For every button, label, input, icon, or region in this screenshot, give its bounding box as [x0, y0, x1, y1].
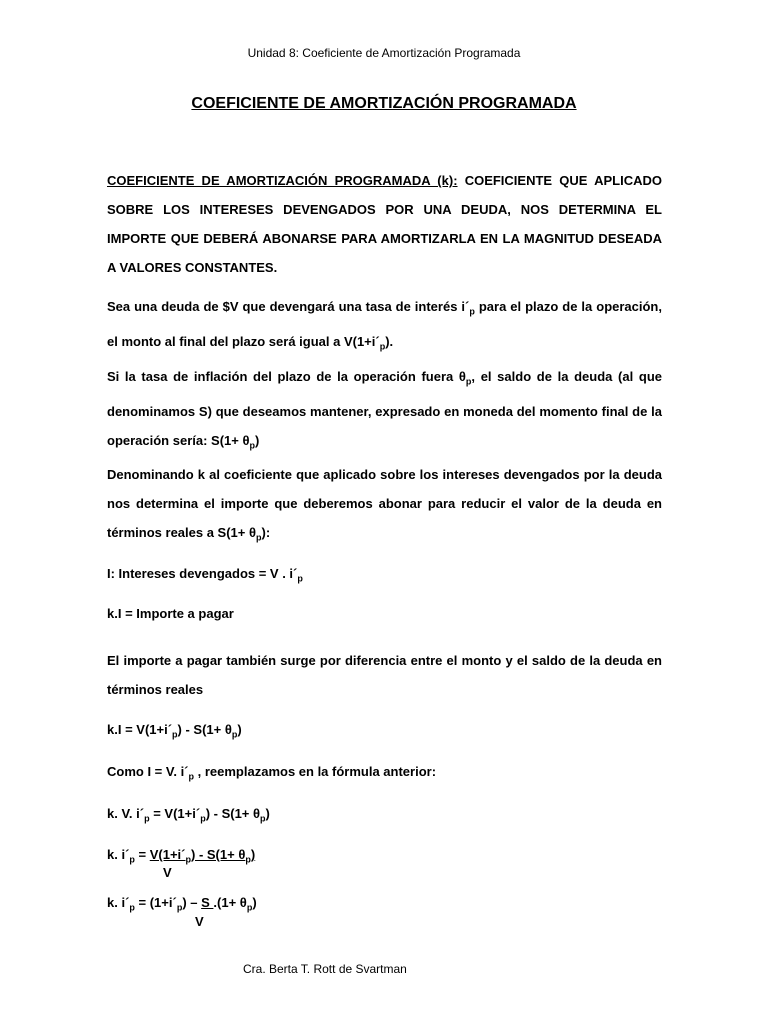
fraction-numerator [149, 847, 256, 865]
subscript: p [246, 902, 253, 913]
text: , el saldo de la deuda (al que denominamos S) que deseamos mantener, expresado en moneda del momento final de la operación sería: S(1+ θ [107, 369, 662, 448]
subscript: p [245, 854, 251, 865]
text: para el plazo de la operación, el monto al final del plazo será igual a V(1+i´ [107, 299, 662, 349]
text: ) - S(1+ θ [191, 847, 246, 862]
fraction-denominator: V [195, 914, 204, 929]
text: = V(1+i´ [149, 806, 201, 821]
equation-2 [107, 764, 436, 782]
equation-4 [107, 847, 255, 865]
text: ) – [182, 895, 202, 910]
text: k. i´ [107, 847, 130, 862]
text: Como I = V. i´ [107, 764, 189, 779]
text: k. V. i´ [107, 806, 145, 821]
subscript: p [260, 813, 266, 824]
text: ): [261, 525, 271, 540]
equation-3 [107, 806, 270, 824]
text: ) - S(1+ θ [177, 722, 232, 737]
subscript: p [379, 341, 386, 352]
fraction-numerator: S [201, 895, 214, 910]
subscript: p [231, 729, 238, 740]
subscript: p [176, 902, 183, 913]
subscript: p [465, 376, 472, 387]
text: ) [250, 847, 256, 862]
page-header: Unidad 8: Coeficiente de Amortización Programada [247, 46, 521, 60]
text: = (1+i´ [134, 895, 177, 910]
subscript: p [129, 902, 135, 913]
equation-1 [107, 722, 242, 740]
subscript: p [297, 573, 303, 584]
text: k. i´ [107, 895, 130, 910]
text: ) [237, 722, 242, 737]
subscript: p [172, 729, 178, 740]
text: V(1+i´ [149, 847, 186, 862]
text: = [134, 847, 150, 862]
fraction-denominator: V [163, 865, 172, 880]
subscript: p [469, 306, 475, 317]
text: ) - S(1+ θ [205, 806, 261, 821]
text: Sea una deuda de $V que devengará una tasa de interés i´ [107, 299, 470, 314]
importe-heading: k.I = Importe a pagar [107, 606, 234, 621]
text: .(1+ θ [213, 895, 247, 910]
text: k.I = V(1+i´ [107, 722, 173, 737]
definition-text: COEFICIENTE QUE APLICADO SOBRE LOS INTERESES DEVENGADOS POR UNA DEUDA, NOS DETERMINA EL IMPORTE QUE DEBERÁ ABONARSE PARA AMORTIZARLA EN LA MAGNITUD DESEADA A VALORES CONSTANTES. [107, 173, 662, 275]
page-footer: Cra. Berta T. Rott de Svartman [243, 962, 407, 976]
subscript: p [185, 854, 191, 865]
text: , reemplazamos en la fórmula anterior: [194, 764, 437, 779]
paragraph-denominando [107, 460, 662, 553]
subscript: p [129, 854, 135, 865]
paragraph-deuda [107, 292, 662, 361]
text: ) [255, 432, 260, 448]
text: ) [265, 806, 270, 821]
text: ) [252, 895, 257, 910]
text: I: Intereses devengados = V . i´ [107, 566, 298, 581]
paragraph-inflacion [107, 362, 662, 460]
definition-paragraph [107, 166, 662, 282]
subscript: p [256, 532, 262, 543]
subscript: p [200, 813, 206, 824]
paragraph-importe: El importe a pagar también surge por diferencia entre el monto y el saldo de la deuda en términos reales [107, 653, 662, 697]
subscript: p [188, 771, 195, 782]
page-title: COEFICIENTE DE AMORTIZACIÓN PROGRAMADA [191, 95, 577, 112]
subscript: p [249, 440, 255, 451]
text: Denominando k al coeficiente que aplicado sobre los intereses devengados por la deuda nos determina el importe que deberemos abonar para reducir el valor de la deuda en términos reales a S(1+ θ [107, 467, 662, 540]
definition-term: COEFICIENTE DE AMORTIZACIÓN PROGRAMADA (k): [107, 173, 458, 188]
text: Si la tasa de inflación del plazo de la operación fuera θ [107, 369, 466, 384]
interest-definition [107, 566, 303, 584]
subscript: p [144, 813, 150, 824]
text: ). [385, 333, 394, 349]
equation-5 [107, 895, 257, 913]
